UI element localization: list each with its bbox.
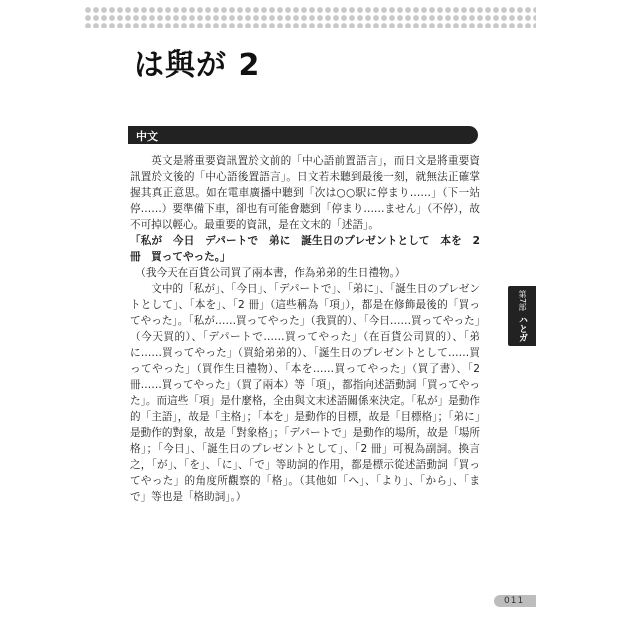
page-title: は與が 2	[134, 48, 261, 83]
paragraph-explanation: 文中的「私が」、「今日」、「デパートで」、「弟に」、「誕生日のプレゼントとして」、「本を」、「2 冊」（這些稱為「項」），都是在修飾最後的「買ってやった」。「私が……買ってやった」（我買的）、「今日……買ってやった」（今天買的）、「デパートで……買ってやった」（在百貨公司買的）、「弟に……買ってやった」（買給弟弟的）、「誕生日のプレゼントとして……買ってやった」（買作生日禮物）、「本を……買ってやった」（買了書）、「2 冊……買ってやった」（買了兩本）等「項」，都指向述語動詞「買ってやった」。而這些「項」是什麼格，全由與文末述語關係來決定。「私が」是動作的「主語」，故是「主格」；「本を」是動作的目標，故是「目標格」；「弟に」是動作的對象，故是「對象格」；「デパートで」是動作的場所，故是「場所格」；「今日」、「誕生日のプレゼントとして」、「2 冊」可視為副詞。換言之，「が」、「を」、「に」、「で」等助詞的作用，都是標示從述語動詞「買ってやった」的角度所觀察的「格」。（其他如「へ」、「より」、「から」、「まで」等也是「格助詞」。）	[130, 283, 480, 503]
dotted-header-pattern	[84, 6, 536, 28]
chapter-side-tab	[508, 286, 536, 346]
page-number: 011	[504, 596, 525, 606]
page-number-box	[494, 595, 536, 607]
example-translation: （我今天在百貨公司買了兩本書，作為弟弟的生日禮物。）	[135, 267, 406, 279]
side-tab-part: 第7部	[518, 289, 527, 312]
section-header-bar	[128, 126, 478, 144]
example-sentence: 「私が 今日 デパートで 弟に 誕生日のプレゼントとして 本を 2 冊 買ってやった。」	[130, 235, 480, 263]
section-label: 中文	[136, 130, 158, 143]
paragraph-intro: 英文是將重要資訊置於文前的「中心語前置語言」，而日文是將重要資訊置於文後的「中心語後置語言」。日文若未聽到最後一刻，就無法正確掌握其真正意思。如在電車廣播中聽到「次は○○駅に停まり……」（下一站停……）要準備下車，卻也有可能會聽到「停まり……ません」（不停），故不可掉以輕心。最重要的資訊，是在文末的「述語」。	[130, 155, 480, 231]
main-text	[130, 153, 480, 505]
side-tab-topic: ハとガ	[517, 315, 527, 343]
